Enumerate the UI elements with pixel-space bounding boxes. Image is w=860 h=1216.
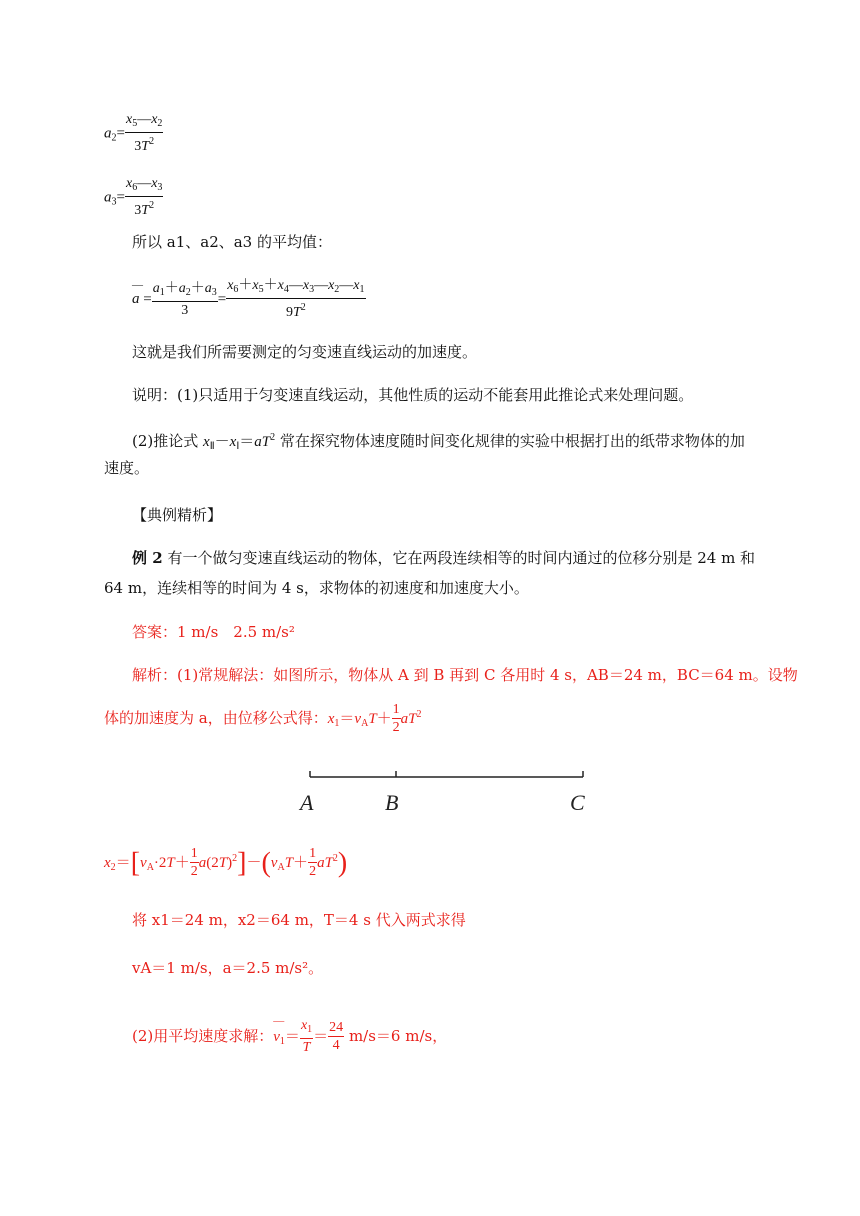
label-a: A xyxy=(300,790,314,815)
result-text: vA＝1 m/s，a＝2.5 m/s²。 xyxy=(132,959,324,977)
segment-diagram xyxy=(296,768,596,818)
note-2-line2: 速度。 xyxy=(104,459,150,477)
method-2: (2)用平均速度求解： — $v_1=$ $\frac{x_1}{T}$ ＝ $\frac{24}{4}$ m/s＝6 m/s， xyxy=(132,1014,448,1055)
example-line1: 例 2 有一个做匀变速直线运动的物体，它在两段连续相等的时间内通过的位移分别是 24 m 和 xyxy=(132,549,756,567)
analysis-line2: 体的加速度为 a，由位移公式得：$x_1=v_AT+$ $\frac{1}{2}$ $aT^2$ xyxy=(104,702,422,735)
example-line2: 64 m，连续相等的时间为 4 s，求物体的初速度和加速度大小。 xyxy=(104,579,529,597)
conclusion-text: 这就是我们所需要测定的匀变速直线运动的加速度。 xyxy=(132,343,478,361)
average-intro: 所以 a1、a2、a3 的平均值： xyxy=(132,233,332,251)
label-c: C xyxy=(570,790,585,815)
section-title: 【典例精析】 xyxy=(132,506,223,524)
answer-text: 答案：1 m/s 2.5 m/s² xyxy=(132,623,295,641)
a2-formula: $a_2=$ $\frac{x_5—x_2}{3T^2}$ xyxy=(104,112,163,154)
substitute-text: 将 x1＝24 m，x2＝64 m，T＝4 s 代入两式求得 xyxy=(132,911,466,929)
note-1: 说明：(1)只适用于匀变速直线运动，其他性质的运动不能套用此推论式来处理问题。 xyxy=(132,386,694,404)
label-b: B xyxy=(385,790,399,815)
average-formula: — a = $\frac{a_1+a_2+a_3}{3}$ = $\frac{x_6+x_5+x_4—x_3—x_2—x_1}{9T^2}$ xyxy=(132,278,365,320)
a3-formula: $a_3=$ $\frac{x_6—x_3}{3T^2}$ xyxy=(104,176,163,218)
note-2: (2)推论式 $x_Ⅱ-x_Ⅰ=aT^2$ 常在探究物体速度随时间变化规律的实验中根据打出的纸带求物体的加 xyxy=(132,432,745,452)
analysis-line1: 解析：(1)常规解法：如图所示，物体从 A 到 B 再到 C 各用时 4 s，AB＝24 m，BC＝64 m。设物 xyxy=(132,666,798,684)
x2-formula: $x_2=[v_A\cdot 2T+$ $\frac{1}{2}$ $a(2T)^2]-(v_AT+$ $\frac{1}{2}$ $aT^2$) xyxy=(104,846,348,879)
